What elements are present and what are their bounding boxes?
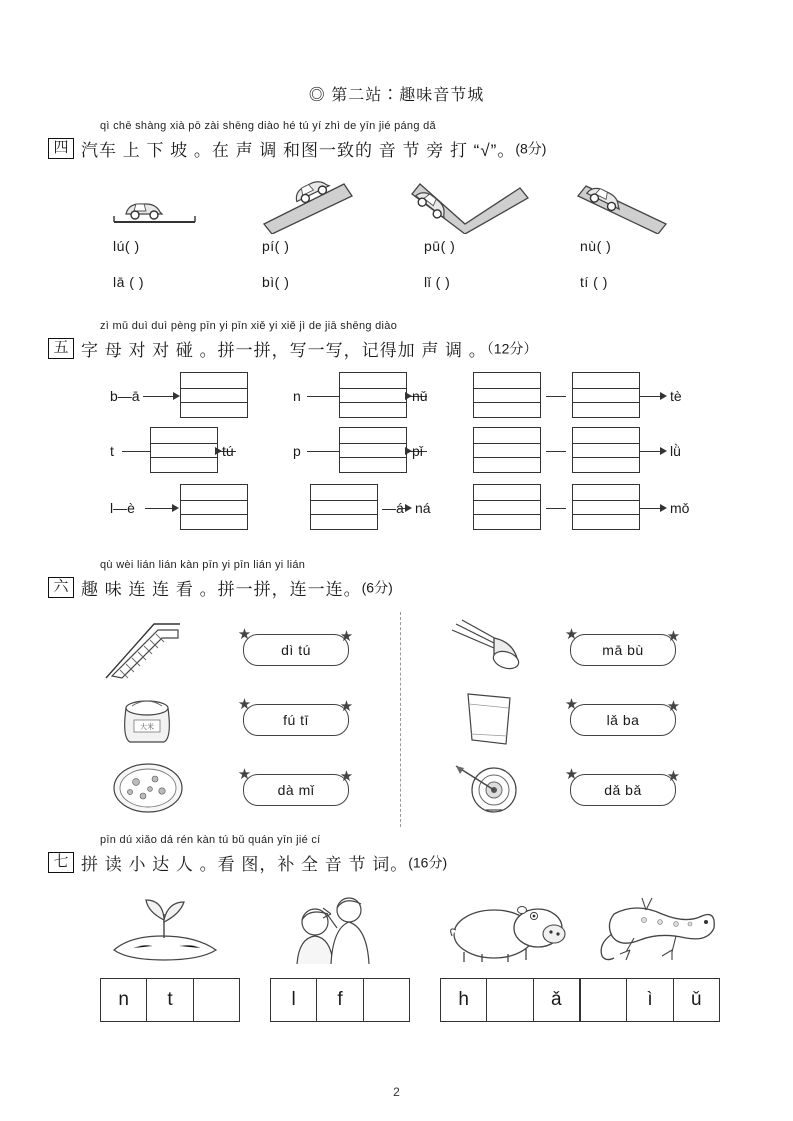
q6-left-tag-3[interactable]: dà mǐ xyxy=(243,774,349,806)
page-number: 2 xyxy=(393,1085,400,1099)
station-title: ◎ 第二站∶趣味音节城 xyxy=(308,87,485,104)
q6-score: (6分) xyxy=(361,579,393,596)
star-icon: ★ xyxy=(339,628,354,645)
q7-cell-2-1[interactable]: l xyxy=(271,979,317,1021)
q6-left-tag-1[interactable]: dì tú xyxy=(243,634,349,666)
trumpet-icon xyxy=(448,618,528,680)
q5-number: 五 xyxy=(48,338,74,359)
q4-pic-4 xyxy=(570,172,720,234)
q7-cell-1-1[interactable]: n xyxy=(101,979,147,1021)
q5-label-r1c4: tè xyxy=(670,388,682,404)
q4-option-2-top[interactable]: pí( ) xyxy=(262,238,290,254)
q7-cell-1-3[interactable] xyxy=(194,979,239,1021)
q5-answer-box-3[interactable] xyxy=(473,372,541,418)
q7-cell-3-1[interactable]: h xyxy=(441,979,487,1021)
q7-cell-1-2[interactable]: t xyxy=(147,979,193,1021)
q5-heading xyxy=(48,336,537,361)
star-icon: ★ xyxy=(237,626,252,643)
q4-option-4-bottom[interactable]: tí ( ) xyxy=(580,274,608,290)
q6-text: 趣 味 连 连 看 。拼一拼，连一连。 xyxy=(81,580,362,599)
barber-icon xyxy=(265,888,395,966)
column-divider xyxy=(400,612,401,827)
star-icon: ★ xyxy=(339,768,354,785)
q7-cell-4-1[interactable] xyxy=(581,979,627,1021)
q4-number: 四 xyxy=(48,138,74,159)
lizard-icon xyxy=(590,888,730,966)
q5-answer-box-6[interactable] xyxy=(339,427,407,473)
q6-number: 六 xyxy=(48,577,74,598)
svg-text:大米: 大米 xyxy=(140,723,154,731)
escalator-icon xyxy=(102,620,188,682)
star-icon: ★ xyxy=(564,626,579,643)
q6-matching-area xyxy=(60,612,740,827)
q5-text: 字 母 对 对 碰 。拼一拼，写一写，记得加 声 调 。 xyxy=(81,341,487,360)
star-icon: ★ xyxy=(564,766,579,783)
q6-right-tag-2[interactable]: lǎ ba xyxy=(570,704,676,736)
star-icon: ★ xyxy=(564,696,579,713)
q6-right-tag-1[interactable]: mā bù xyxy=(570,634,676,666)
q4-option-3-bottom[interactable]: lǐ ( ) xyxy=(424,274,451,290)
q5-answer-box-7[interactable] xyxy=(473,427,541,473)
towel-icon xyxy=(458,690,520,748)
star-icon: ★ xyxy=(666,628,681,645)
q4-option-1-bottom[interactable]: lā ( ) xyxy=(113,274,144,290)
q5-answer-box-10[interactable] xyxy=(310,484,378,530)
q5-label-r2c3: p xyxy=(293,443,301,459)
hippo-icon xyxy=(430,890,570,966)
q7-answer-grid-1[interactable] xyxy=(100,978,240,1022)
q5-label-r1c1: b—ā xyxy=(110,388,140,404)
q4-option-3-top[interactable]: pū( ) xyxy=(424,238,456,254)
q7-answer-grid-3[interactable] xyxy=(440,978,580,1022)
q6-left-tag-2[interactable]: fú tī xyxy=(243,704,349,736)
q5-label-r3c3: ná xyxy=(415,500,431,516)
q4-option-4-top[interactable]: nù( ) xyxy=(580,238,612,254)
q4-heading xyxy=(48,136,546,161)
q4-score: (8分) xyxy=(515,140,547,157)
target-icon xyxy=(452,758,528,818)
q5-label-r2c4: pǐ xyxy=(412,443,423,459)
star-icon: ★ xyxy=(666,768,681,785)
q6-right-tag-3[interactable]: dǎ bǎ xyxy=(570,774,676,806)
q7-cell-4-2[interactable]: ì xyxy=(627,979,673,1021)
q7-answer-grid-4[interactable] xyxy=(580,978,720,1022)
q5-answer-box-4[interactable] xyxy=(572,372,640,418)
q5-label-r3c2: —á xyxy=(382,500,404,516)
q5-label-r1c3: nǔ xyxy=(412,388,428,404)
q4-pic-1 xyxy=(100,172,250,234)
q5-answer-box-12[interactable] xyxy=(572,484,640,530)
q7-score: (16分) xyxy=(408,854,448,871)
q7-answer-grid-2[interactable] xyxy=(270,978,410,1022)
star-icon: ★ xyxy=(237,696,252,713)
q7-cell-2-2[interactable]: f xyxy=(317,979,363,1021)
q4-option-1-top[interactable]: lú( ) xyxy=(113,238,140,254)
q7-cell-3-2[interactable] xyxy=(487,979,533,1021)
q4-pic-2 xyxy=(252,172,402,234)
q5-score: （12分） xyxy=(486,340,538,357)
rice-bag-icon xyxy=(112,690,182,748)
q5-answer-box-9[interactable] xyxy=(180,484,248,530)
q4-option-2-bottom[interactable]: bì( ) xyxy=(262,274,290,290)
q7-number: 七 xyxy=(48,852,74,873)
q7-cell-4-3[interactable]: ǔ xyxy=(691,989,702,1010)
q5-answer-box-2[interactable] xyxy=(339,372,407,418)
q5-label-r3c1: l—è xyxy=(110,500,135,516)
q7-heading xyxy=(48,850,447,875)
q5-answer-box-11[interactable] xyxy=(473,484,541,530)
q5-label-r2c5: lǜ xyxy=(670,443,681,459)
q4-pic-3 xyxy=(410,172,560,234)
q6-pinyin: qù wèi lián lián kàn pīn yi pīn lián yi lián xyxy=(100,559,306,571)
q4-text: 汽车 上 下 坡 。在 声 调 和图一致的 音 节 旁 打 “√”。 xyxy=(81,141,516,160)
q5-answer-box-5[interactable] xyxy=(150,427,218,473)
star-icon: ★ xyxy=(339,698,354,715)
q5-label-r2c2: tú xyxy=(222,443,234,459)
q7-cell-2-3[interactable] xyxy=(364,979,409,1021)
q5-label-r3c6: mǒ xyxy=(670,500,690,516)
q4-pinyin: qì chē shàng xià pō zài shēng diào hé tú yí zhì de yīn jié páng dǎ xyxy=(100,120,436,132)
q5-answer-box-1[interactable] xyxy=(180,372,248,418)
q4-illustrations xyxy=(80,172,720,234)
pizza-icon xyxy=(110,760,186,816)
q6-heading xyxy=(48,575,393,600)
star-icon: ★ xyxy=(666,698,681,715)
q5-label-r2c1: t xyxy=(110,443,114,459)
sprout-icon xyxy=(100,888,230,966)
q5-label-r1c2: n xyxy=(293,388,301,404)
q7-pinyin: pīn dú xiǎo dá rén kàn tú bǔ quán yīn jié cí xyxy=(100,834,321,846)
q7-illustrations xyxy=(70,888,730,966)
q7-cell-3-3[interactable]: ǎ xyxy=(551,989,562,1010)
star-icon: ★ xyxy=(237,766,252,783)
q5-pinyin: zì mǔ duì duì pèng pīn yi pīn xiě yi xiě jì de jiā shēng diào xyxy=(100,320,398,332)
q5-answer-box-8[interactable] xyxy=(572,427,640,473)
q7-text: 拼 读 小 达 人 。看 图，补 全 音 节 词。 xyxy=(81,855,409,874)
